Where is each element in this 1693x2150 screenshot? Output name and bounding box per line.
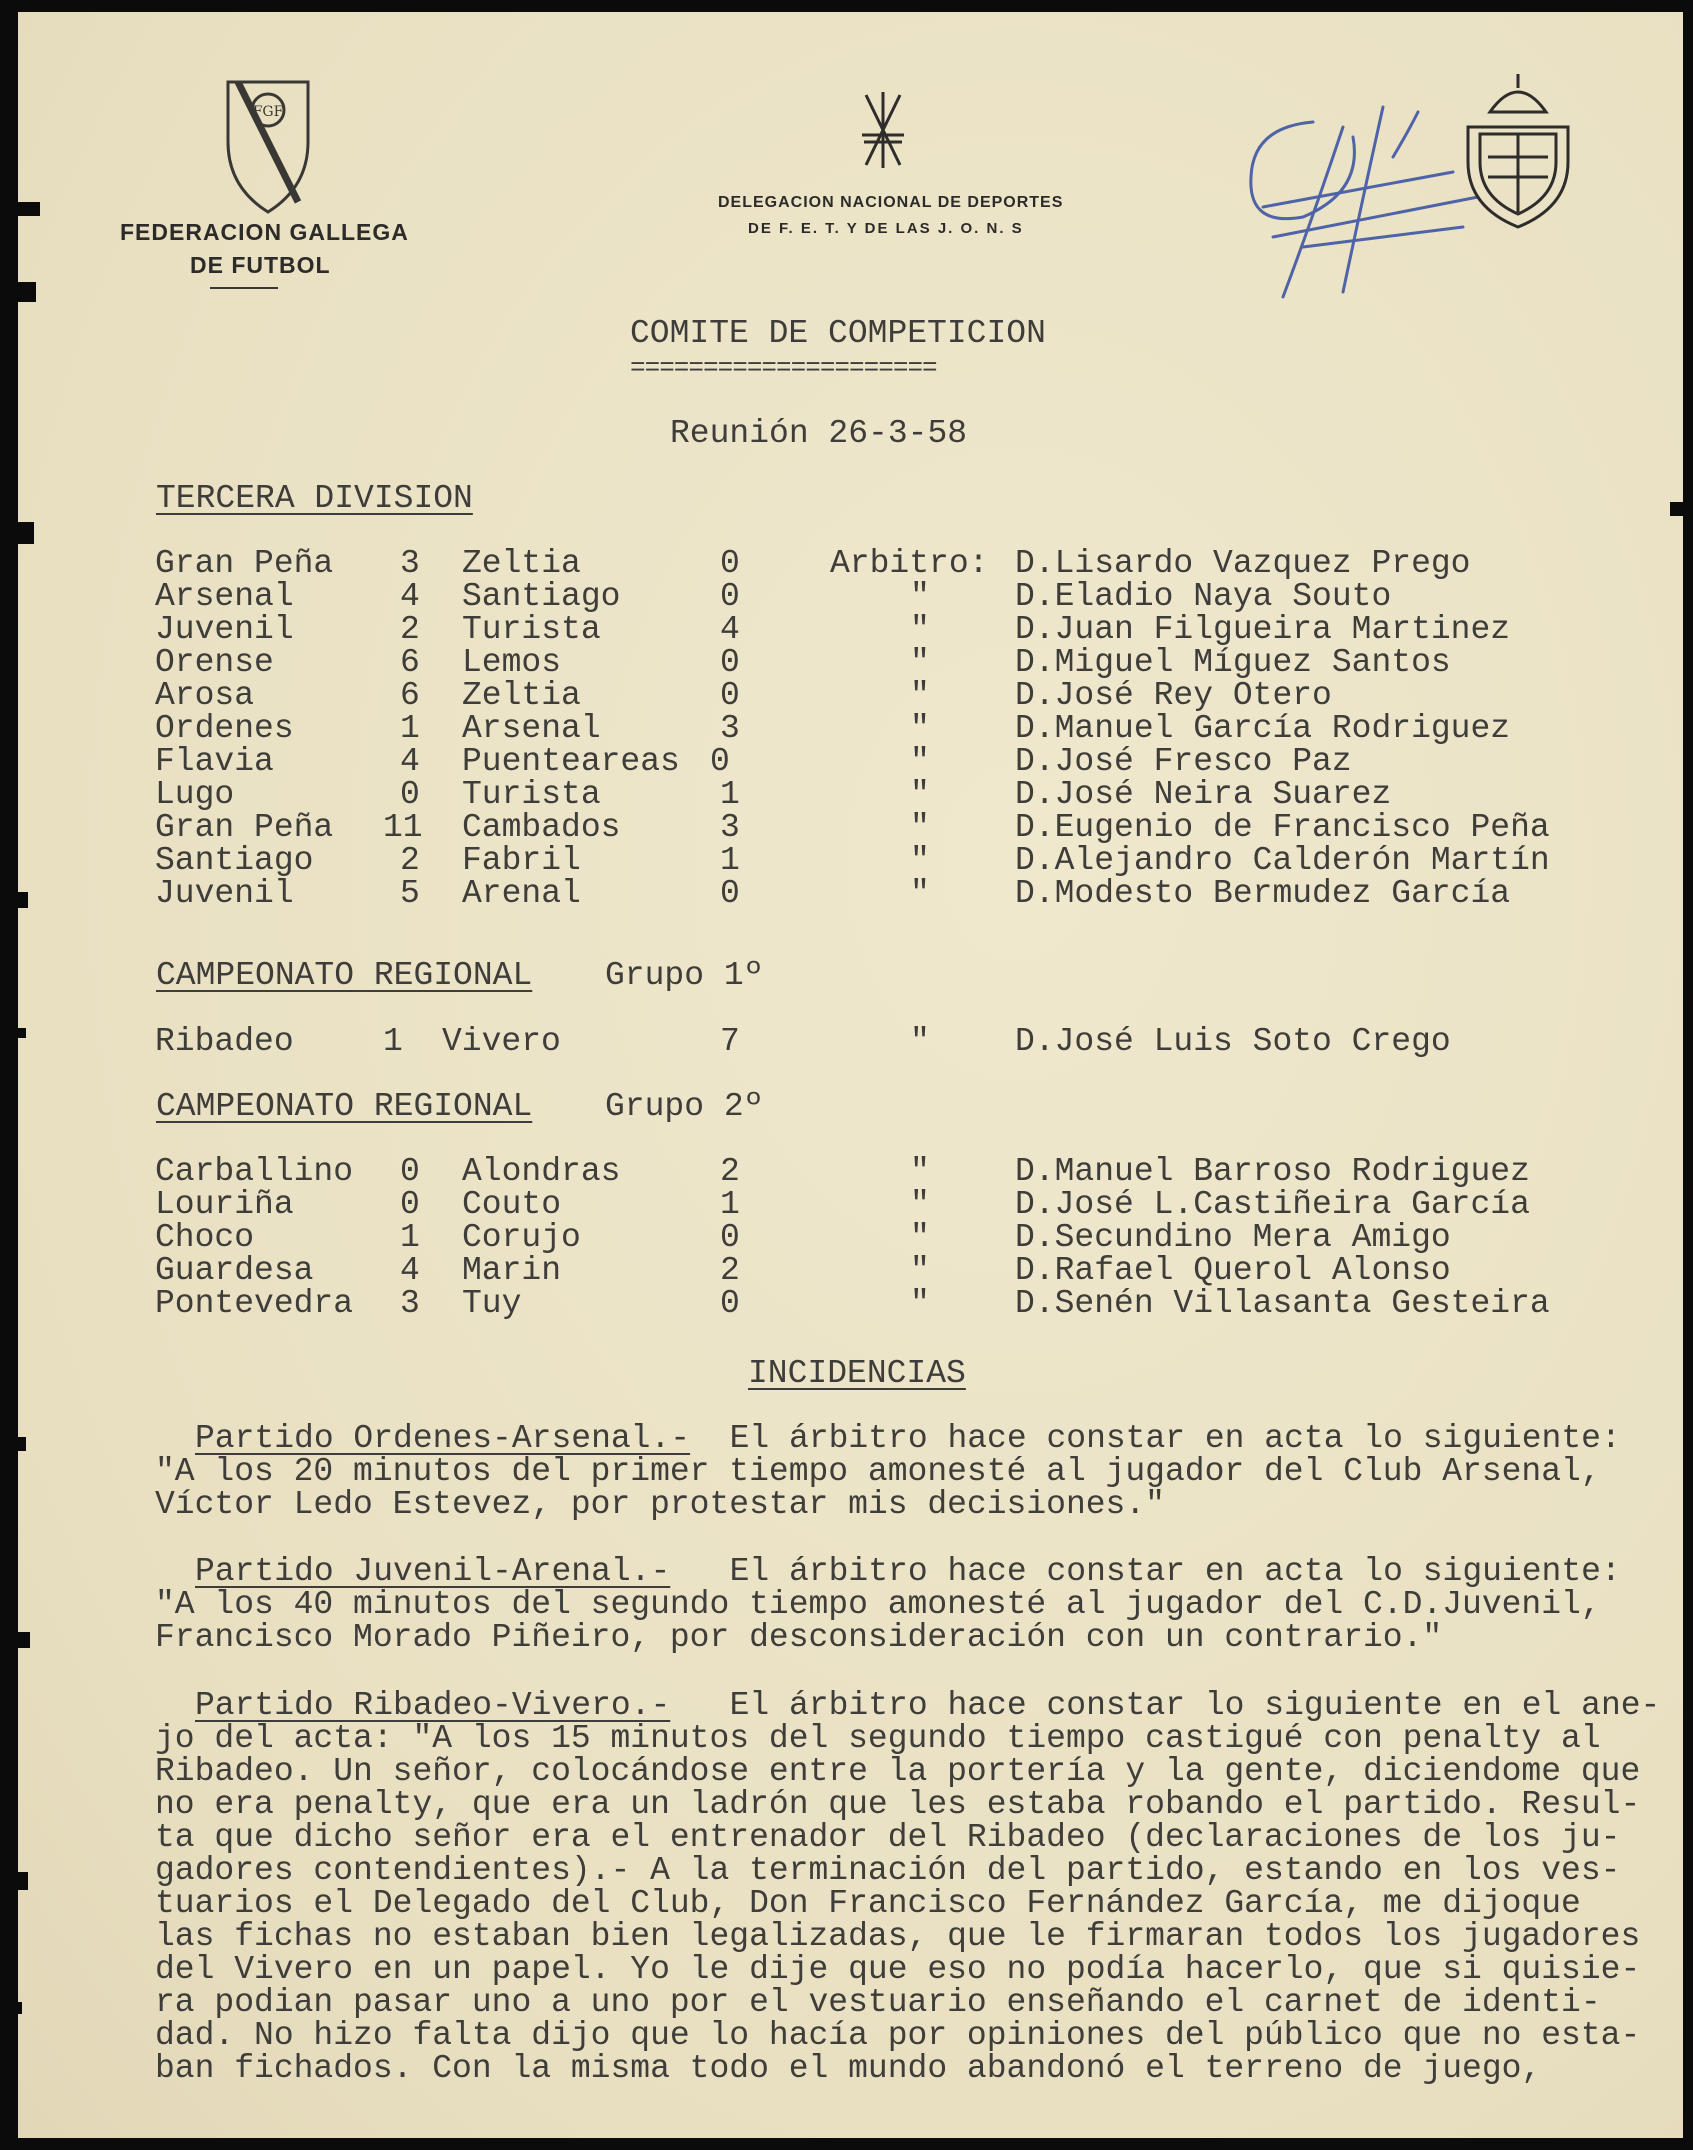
away-team: Couto (462, 1186, 562, 1223)
away-team: Alondras (462, 1153, 621, 1190)
handwritten-signature (1243, 97, 1493, 307)
incident-line: El árbitro hace constar en acta lo siguiente: (690, 1553, 1621, 1590)
away-score: 3 (720, 809, 740, 846)
referee-name: D.Alejandro Calderón Martín (1015, 842, 1550, 879)
referee-label: " (910, 1153, 930, 1190)
referee-label: " (910, 1186, 930, 1223)
home-score: 0 (400, 1153, 420, 1190)
away-score: 0 (720, 1219, 740, 1256)
title-double-rule: ===================== (630, 353, 937, 383)
referee-label: " (910, 809, 930, 846)
federation-shield-logo (218, 72, 318, 222)
home-team: Carballino (155, 1153, 354, 1190)
away-score: 1 (720, 1186, 740, 1223)
referee-name: D.Rafael Querol Alonso (1015, 1252, 1451, 1289)
incident-line: tuarios el Delegado del Club, Don Francisco Fernández García, me dijoque (155, 1885, 1581, 1922)
incidents-heading: INCIDENCIAS (748, 1355, 966, 1392)
section-heading-tercera-division: TERCERA DIVISION (156, 480, 473, 517)
incident-line: "A los 40 minutos del segundo tiempo amonesté al jugador del C.D.Juvenil, (155, 1586, 1601, 1623)
referee-label: " (910, 611, 930, 648)
referee-name: D.José L.Castiñeira García (1015, 1186, 1530, 1223)
home-score: 0 (400, 1186, 420, 1223)
svg-text:FGF: FGF (252, 104, 284, 120)
home-team: Arsenal (155, 578, 294, 615)
home-team: Arosa (155, 677, 255, 714)
federation-underline (210, 287, 278, 289)
away-team: Arsenal (462, 710, 601, 747)
home-score: 3 (400, 1285, 420, 1322)
home-team: Juvenil (155, 875, 294, 912)
referee-label: " (910, 842, 930, 879)
incident-ordenes-arsenal (155, 1422, 1675, 1521)
incident-title: Partido Ribadeo-Vivero.- (195, 1687, 671, 1724)
away-team: Corujo (462, 1219, 581, 1256)
away-score: 2 (720, 1153, 740, 1190)
group-label-1: Grupo 1º (605, 957, 764, 994)
home-team: Ribadeo (155, 1023, 294, 1060)
away-team: Vivero (442, 1023, 561, 1060)
referee-name: D.Eladio Naya Souto (1015, 578, 1392, 615)
home-team: Juvenil (155, 611, 294, 648)
away-team: Lemos (462, 644, 562, 681)
away-score: 0 (710, 743, 730, 780)
home-score: 4 (400, 578, 420, 615)
away-score: 2 (720, 1252, 740, 1289)
home-team: Choco (155, 1219, 255, 1256)
away-team: Zeltia (462, 545, 581, 582)
referee-name: D.Manuel García Rodriguez (1015, 710, 1511, 747)
incident-line: "A los 20 minutos del primer tiempo amonesté al jugador del Club Arsenal, (155, 1453, 1601, 1490)
home-team: Guardesa (155, 1252, 314, 1289)
incident-line: El árbitro hace constar lo siguiente en el ane- (690, 1687, 1661, 1724)
incident-line: Víctor Ledo Estevez, por protestar mis decisiones." (155, 1486, 1165, 1523)
home-score: 11 (383, 809, 423, 846)
home-score: 6 (400, 644, 420, 681)
document-title: COMITE DE COMPETICION (630, 315, 1046, 352)
incident-line: las fichas no estaban bien legalizadas, que le firmaran todos los jugadores (155, 1918, 1641, 1955)
referee-label: " (910, 776, 930, 813)
away-score: 1 (720, 776, 740, 813)
incident-line: Ribadeo. Un señor, colocándose entre la portería y la gente, diciendome que (155, 1753, 1641, 1790)
referee-name: D.Miguel Míguez Santos (1015, 644, 1451, 681)
incident-line: El árbitro hace constar en acta lo siguiente: (690, 1420, 1621, 1457)
incident-line: ta que dicho señor era el entrenador del Ribadeo (declaraciones de los ju- (155, 1819, 1621, 1856)
referee-name: D.Secundino Mera Amigo (1015, 1219, 1451, 1256)
home-score: 3 (400, 545, 420, 582)
home-score: 6 (400, 677, 420, 714)
away-team: Marin (462, 1252, 562, 1289)
referee-label: " (910, 1252, 930, 1289)
home-score: 1 (383, 1023, 403, 1060)
home-score: 2 (400, 842, 420, 879)
referee-name: D.Senén Villasanta Gesteira (1015, 1285, 1550, 1322)
delegation-line1: DELEGACION NACIONAL DE DEPORTES (718, 194, 1064, 211)
incident-line: jo del acta: "A los 15 minutos del segundo tiempo castigué con penalty al (155, 1720, 1601, 1757)
incident-line: dad. No hizo falta dijo que lo hacía por opiniones del público que no esta- (155, 2017, 1641, 2054)
away-team: Tuy (462, 1285, 522, 1322)
group-label-2: Grupo 2º (605, 1088, 764, 1125)
referee-name: D.Manuel Barroso Rodriguez (1015, 1153, 1530, 1190)
incident-line: no era penalty, que era un ladrón que les estaba robando el partido. Resul- (155, 1786, 1641, 1823)
incident-line: ra podian pasar uno a uno por el vestuario enseñando el carnet de identi- (155, 1984, 1601, 2021)
incident-line: ban fichados. Con la misma todo el mundo abandonó el terreno de juego, (155, 2050, 1542, 2087)
home-team: Pontevedra (155, 1285, 354, 1322)
away-team: Puenteareas (462, 743, 680, 780)
home-team: Gran Peña (155, 545, 334, 582)
away-score: 0 (720, 545, 740, 582)
away-score: 1 (720, 842, 740, 879)
away-team: Arenal (462, 875, 581, 912)
incident-line: del Vivero en un papel. Yo le dije que eso no podía hacerlo, que si quisie- (155, 1951, 1641, 1988)
referee-name: D.Lisardo Vazquez Prego (1015, 545, 1471, 582)
section-heading-regional-2: CAMPEONATO REGIONAL (156, 1088, 533, 1125)
away-score: 0 (720, 644, 740, 681)
referee-label: " (910, 1219, 930, 1256)
referee-label: " (910, 677, 930, 714)
away-score: 3 (720, 710, 740, 747)
away-team: Turista (462, 776, 601, 813)
referee-label: " (910, 1285, 930, 1322)
away-team: Turista (462, 611, 601, 648)
home-team: Louriña (155, 1186, 294, 1223)
away-score: 7 (720, 1023, 740, 1060)
referee-name: D.José Luis Soto Crego (1015, 1023, 1451, 1060)
away-team: Fabril (462, 842, 581, 879)
incident-title: Partido Juvenil-Arenal.- (195, 1553, 671, 1590)
incident-line: Francisco Morado Piñeiro, por desconsideración con un contrario." (155, 1619, 1443, 1656)
delegation-line2: DE F. E. T. Y DE LAS J. O. N. S (748, 220, 1024, 237)
referee-name: D.José Neira Suarez (1015, 776, 1392, 813)
incident-juvenil-arenal (155, 1555, 1675, 1654)
away-team: Cambados (462, 809, 621, 846)
referee-label: " (910, 1023, 930, 1060)
referee-label: " (910, 743, 930, 780)
meeting-date: Reunión 26-3-58 (670, 415, 968, 452)
home-score: 4 (400, 743, 420, 780)
referee-label: " (910, 875, 930, 912)
home-team: Ordenes (155, 710, 294, 747)
section-heading-regional-1: CAMPEONATO REGIONAL (156, 957, 533, 994)
away-score: 0 (720, 875, 740, 912)
incident-line: gadores contendientes).- A la terminación del partido, estando en los ves- (155, 1852, 1621, 1889)
home-score: 1 (400, 1219, 420, 1256)
federation-name-line2: DE FUTBOL (190, 252, 331, 278)
home-score: 2 (400, 611, 420, 648)
incident-title: Partido Ordenes-Arsenal.- (195, 1420, 691, 1457)
home-score: 0 (400, 776, 420, 813)
home-team: Gran Peña (155, 809, 334, 846)
away-score: 4 (720, 611, 740, 648)
away-score: 0 (720, 578, 740, 615)
referee-name: D.Juan Filgueira Martinez (1015, 611, 1511, 648)
home-score: 4 (400, 1252, 420, 1289)
referee-label: " (910, 578, 930, 615)
referee-name: D.José Fresco Paz (1015, 743, 1352, 780)
home-team: Flavia (155, 743, 274, 780)
referee-name: D.Modesto Bermudez García (1015, 875, 1511, 912)
home-score: 1 (400, 710, 420, 747)
federation-name-line1: FEDERACION GALLEGA (120, 219, 409, 245)
referee-name: D.Eugenio de Francisco Peña (1015, 809, 1550, 846)
home-team: Santiago (155, 842, 314, 879)
home-team: Lugo (155, 776, 235, 813)
away-score: 0 (720, 677, 740, 714)
away-team: Santiago (462, 578, 621, 615)
yoke-arrows-emblem (858, 90, 908, 170)
home-score: 5 (400, 875, 420, 912)
document-page (18, 12, 1683, 2138)
referee-label: Arbitro: (830, 545, 989, 582)
home-team: Orense (155, 644, 274, 681)
crowned-crest-emblem (1458, 72, 1578, 232)
referee-name: D.José Rey Otero (1015, 677, 1332, 714)
incident-ribadeo-vivero (155, 1689, 1675, 2085)
referee-label: " (910, 644, 930, 681)
referee-label: " (910, 710, 930, 747)
away-score: 0 (720, 1285, 740, 1322)
away-team: Zeltia (462, 677, 581, 714)
